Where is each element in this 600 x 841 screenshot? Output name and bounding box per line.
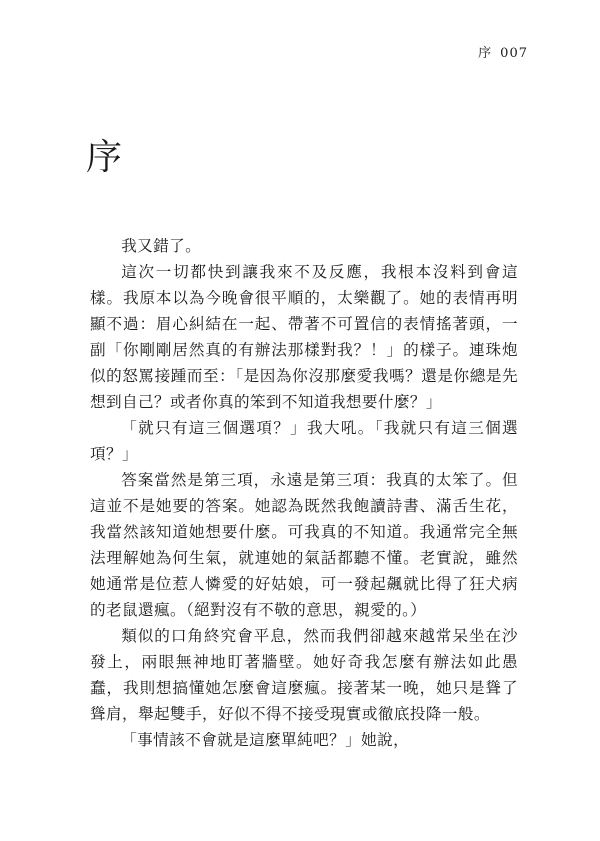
running-head-section: 序 — [478, 46, 493, 61]
paragraph: 答案當然是第三項，永遠是第三項：我真的太笨了。但這並不是她要的答案。她認為既然我飽讀詩書、滿舌生花，我當然該知道她想要什麼。可我真的不知道。我通常完全無法理解她為何生氣，就連她的氣話都聽不懂。老實說，雖然她通常是位惹人憐愛的好姑娘，可一發起飆就比得了狂犬病的老鼠還瘋。（絕對沒有不敬的意思，親愛的。） — [90, 471, 518, 619]
paragraph: 「就只有這三個選項？」我大吼。「我就只有這三個選項？」 — [90, 419, 518, 463]
chapter-title: 序 — [86, 137, 123, 178]
page-number: 007 — [500, 46, 528, 61]
paragraph: 這次一切都快到讓我來不及反應，我根本沒料到會這樣。我原本以為今晚會很平順的，太樂觀了。她的表情再明顯不過：眉心糾結在一起、帶著不可置信的表情搖著頭，一副「你剛剛居然真的有辦法那樣對我？！」的樣子。連珠炮似的怒罵接踵而至：「是因為你沒那麼愛我嗎？還是你總是先想到自己？或者你真的笨到不知道我想要什麼？」 — [90, 263, 518, 411]
paragraph: 我又錯了。 — [121, 237, 202, 255]
paragraph: 類似的口角終究會平息，然而我們卻越來越常呆坐在沙發上，兩眼無神地盯著牆壁。她好奇我怎麼有辦法如此愚蠢，我則想搞懂她怎麼會這麼瘋。接著某一晚，她只是聳了聳肩，舉起雙手，好似不得不接受現實或徹底投降一般。 — [90, 627, 518, 723]
body-text — [90, 233, 518, 753]
running-head — [478, 42, 528, 61]
paragraph: 「事情該不會就是這麼單純吧？」她說， — [121, 731, 410, 749]
